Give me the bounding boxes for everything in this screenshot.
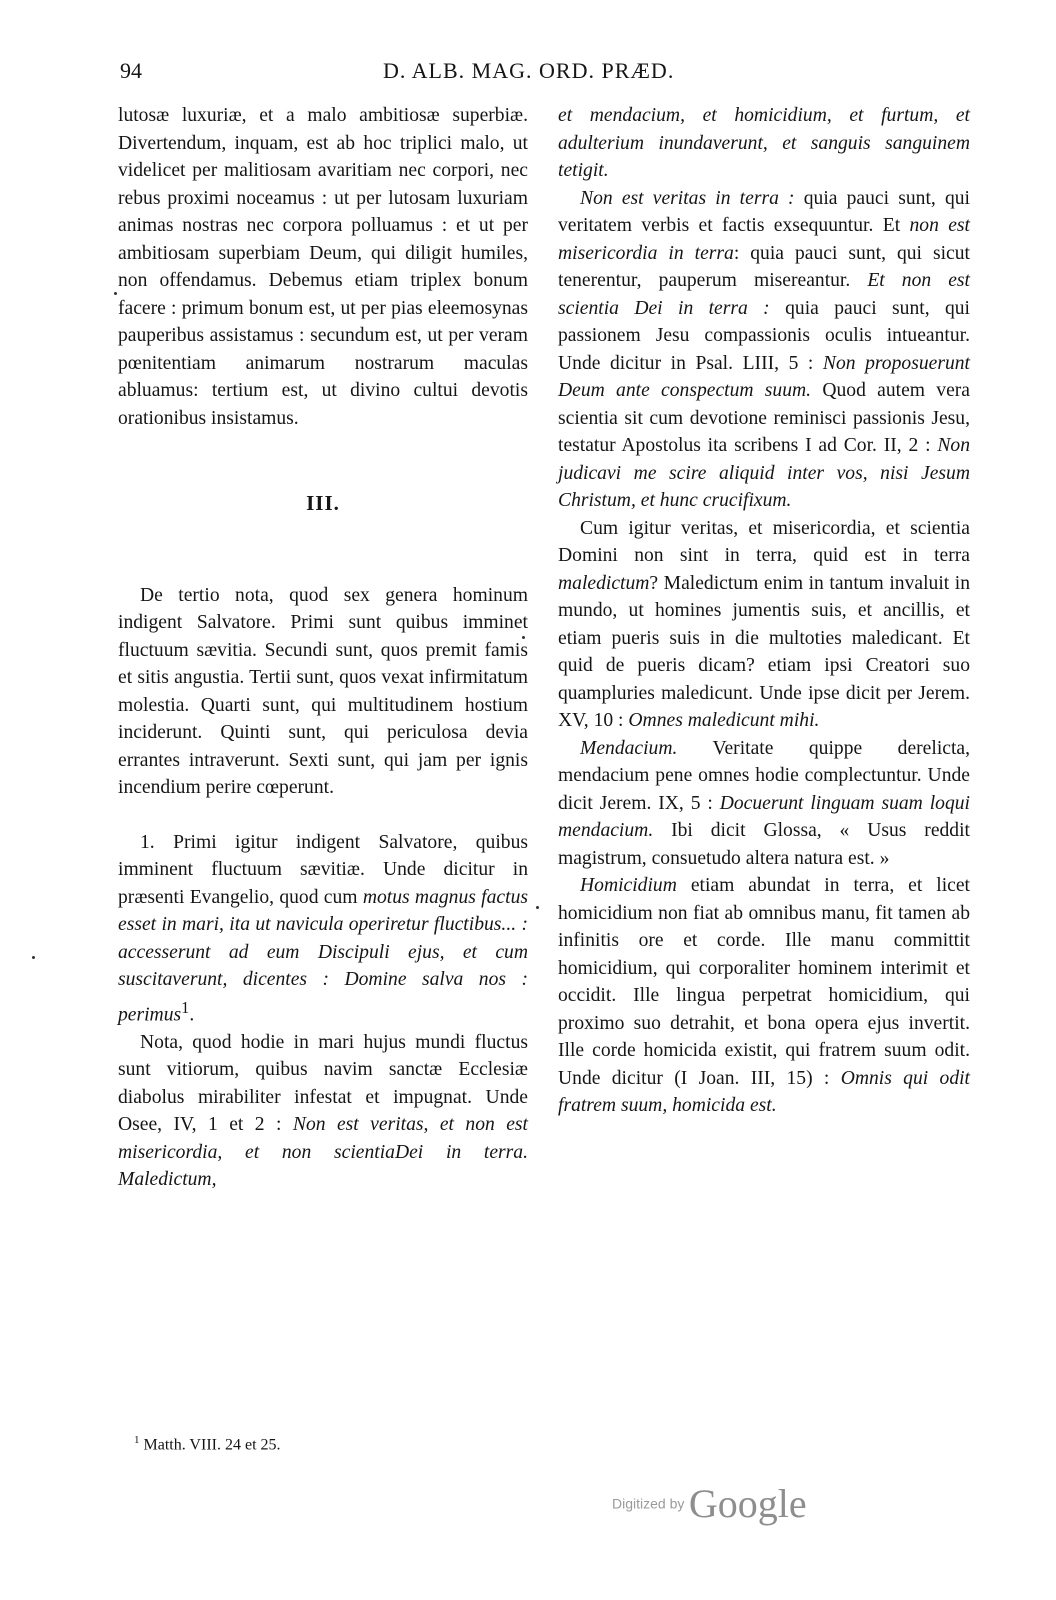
left-paragraph-4-quote: Non est veritas, et non est misericordia, et non scientiaDei in terra. Maledictum, — [118, 1114, 528, 1191]
left-paragraph-1: lutosæ luxuriæ, et a malo ambitiosæ superbiæ. Divertendum, inquam, est ab hoc triplici malo, ut videlicet per malitiosam avaritiam nec corpori, nec rebus proximi noceamus : ut per lutosam luxuriam animas nostras nec corpora polluamus : et ut per ambitiosam superbiam Deum, qui diligit humiles, non offendamus. Debemus etiam triplex bonum facere : primum bonum est, ut per pias eleemosynas pauperibus assistamus : secundum est, ut per veram pœnitentiam animarum nostrarum maculas abluamus: tertium est, ut divino cultui devotis orationibus insistamus. — [118, 105, 528, 429]
quote: Homicidium — [580, 875, 677, 896]
text: Cum igitur veritas, et misericordia, et scientia Domini non sint in terra, quid est in terra — [558, 517, 970, 566]
scan-speck — [32, 956, 35, 959]
scan-speck — [522, 636, 525, 639]
quote: Mendacium. — [580, 737, 678, 759]
page-number: 94 — [120, 58, 142, 83]
right-paragraph-1: et mendacium, et homicidium, et furtum, et adulterium inundaverunt, et sanguis sanguinem tetigit. — [558, 105, 970, 181]
quote: Omnes maledicunt mihi. — [628, 710, 820, 731]
right-paragraph-5 — [558, 872, 970, 1120]
right-paragraph-2 — [558, 185, 970, 515]
scan-speck — [114, 292, 117, 295]
right-paragraph-3 — [558, 515, 970, 735]
quote: Non est veritas in terra : — [580, 187, 795, 209]
text: quia pauci sunt, qui veritatem verbis et factis exsequuntur. Et — [558, 187, 971, 236]
page-header — [0, 58, 1056, 90]
digitized-watermark — [612, 1480, 807, 1527]
left-paragraph-2: De tertio nota, quod sex genera hominum indigent Salvatore. Primi sunt quibus imminet fluctuum sævitia. Secundi sunt, quos premit famis et sitis angustia. Tertii sunt, quos vexat infirmitatum molestia. Quarti sunt, qui multitudinem hostium inciderunt. Quinti sunt, qui periculosa devia errantes intraverunt. Sexti sunt, qui jam per ignis incendium perire cœperunt. — [118, 584, 528, 798]
paragraph-gap — [118, 802, 528, 829]
quote: Et non est scientia Dei in terra : — [558, 270, 970, 319]
footnote — [134, 1434, 281, 1454]
footnote-ref: 1 — [181, 997, 190, 1017]
quote: non est misericordia in terra — [558, 215, 970, 264]
left-paragraph-3-text: 1. Primi igitur indigent Salvatore, quibus imminent fluctuum sævitiæ. Unde dicitur in præsenti Evangelio, quod cum — [118, 831, 528, 908]
running-head: D. ALB. MAG. ORD. PRÆD. — [383, 58, 675, 83]
footnote-text: Matth. VIII. 24 et 25. — [139, 1436, 281, 1454]
footnote-mark: 1 — [134, 1434, 140, 1446]
text: Ibi dicit Glossa, « Usus reddit magistrum, consuetudo altera natura est. » — [558, 820, 970, 869]
text: : quia pauci sunt, qui sicut tenerentur, pauperum misereantur. — [558, 242, 970, 291]
section-heading: III. — [306, 491, 340, 515]
watermark-prefix: Digitized by — [612, 1495, 685, 1512]
quote: Omnis qui odit fratrem suum, homicida est. — [558, 1067, 970, 1116]
google-logo: Google — [688, 1481, 807, 1526]
text: quia pauci sunt, qui passionem Jesu compassionis oculis intueantur. Unde dicitur in Psal. LIII, 5 : — [558, 297, 971, 374]
left-paragraph-3 — [118, 829, 528, 1029]
left-paragraph-4-text: Nota, quod hodie in mari hujus mundi fluctus sunt vitiorum, quibus navim sanctæ Ecclesiæ diabolus mirabiliter infestat et impugnat. Unde Osee, IV, 1 et 2 : — [118, 1031, 528, 1136]
text: etiam abundat in terra, et licet homicidium non fiat ab omnibus manu, fit tamen ab infinitis ore et corde. Ille manu committit homicidium, qui corporaliter hominem interimit et occidit. Ille lingua perpetrat homicidium, qui proximo suo detrahit, et bona opera ejus invertit. Ille corde homicida existit, qui fratrem suum odit. Unde dicitur (I Joan. III, 15) : — [558, 875, 970, 1089]
left-paragraph-3-quote: motus magnus factus esset in mari, ita ut navicula operiretur fluctibus... : accesserunt ad eum Discipuli ejus, et cum suscitaverunt, dicentes : Domine salva nos : perimus — [118, 886, 528, 1026]
quote: Non judicavi me scire aliquid inter vos, nisi Jesum Christum, et hunc crucifixum. — [558, 435, 970, 511]
text: Veritate quippe derelicta, mendacium pene omnes hodie complectuntur. Unde dicit Jerem. IX, 5 : — [558, 737, 970, 814]
right-paragraph-4 — [558, 735, 970, 873]
right-column — [558, 102, 970, 1120]
left-paragraph-3-end: . — [189, 1004, 195, 1026]
left-column — [118, 102, 528, 1194]
quote: Docuerunt linguam suam loqui mendacium. — [558, 792, 970, 841]
left-paragraph-4 — [118, 1029, 528, 1194]
text: Quod autem vera scientia sit cum devotione reminisci passionis Jesu, testatur Apostolus ita scribens I ad Cor. II, 2 : — [558, 380, 970, 456]
quote: Non proposuerunt Deum ante conspectum suum. — [558, 352, 970, 401]
scan-speck — [536, 906, 539, 909]
quote: maledictum — [558, 572, 650, 594]
text: ? Maledictum enim in tantum invaluit in mundo, ut homines jumentis suis, et ancillis, et etiam pueris suis in die multoties maledicant. Et quid de pueris dicam? etiam ipsi Creatori suo quampluries maledicunt. Unde ipse dicit per Jerem. XV, 10 : — [558, 572, 970, 731]
